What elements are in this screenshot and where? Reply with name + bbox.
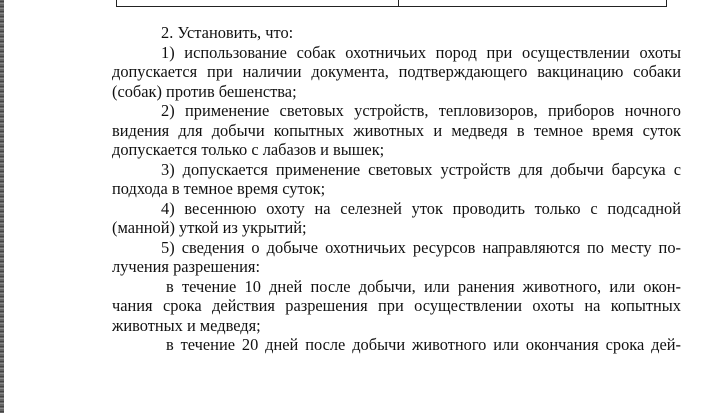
doc-line: допускается при наличии документа, подтверждающего вакцинацию собаки (112, 62, 681, 81)
doc-line: (манной) уткой из укрытий; (112, 218, 307, 237)
doc-line: видения для добычи копытных животных и медведя в темное время суток (112, 120, 681, 140)
doc-line: 2. Установить, что: (161, 23, 294, 42)
doc-line: чания срока действия разрешения при осуществлении охоты на копытных (112, 296, 681, 315)
doc-line: 4) весеннюю охоту на селезней уток проводить только с подсадной (161, 198, 681, 218)
doc-line: в течение 10 дней после добычи, или ранения животного, или окон- (166, 276, 681, 296)
doc-line: (собак) против бешенства; (112, 81, 297, 101)
table-divider (398, 0, 399, 6)
table-fragment (116, 0, 667, 7)
doc-line: животных и медведя; (112, 315, 261, 335)
doc-line: лучения разрешения: (112, 257, 261, 276)
doc-line: подхода в темное время суток; (112, 179, 326, 198)
doc-line: допускается только с лабазов и вышек; (112, 140, 385, 159)
doc-line: 3) допускается применение световых устройств для добычи барсука с (161, 159, 681, 179)
doc-line: 2) применение световых устройств, тепловизоров, приборов ночного (161, 101, 681, 120)
document-body (112, 23, 681, 355)
scan-edge (0, 0, 4, 413)
doc-line: 5) сведения о добыче охотничьих ресурсов направляются по месту по- (161, 237, 681, 257)
doc-line: 1) использование собак охотничьих пород при осуществлении охоты (161, 42, 681, 62)
doc-line: в течение 20 дней после добычи животного или окончания срока дей- (166, 335, 681, 354)
